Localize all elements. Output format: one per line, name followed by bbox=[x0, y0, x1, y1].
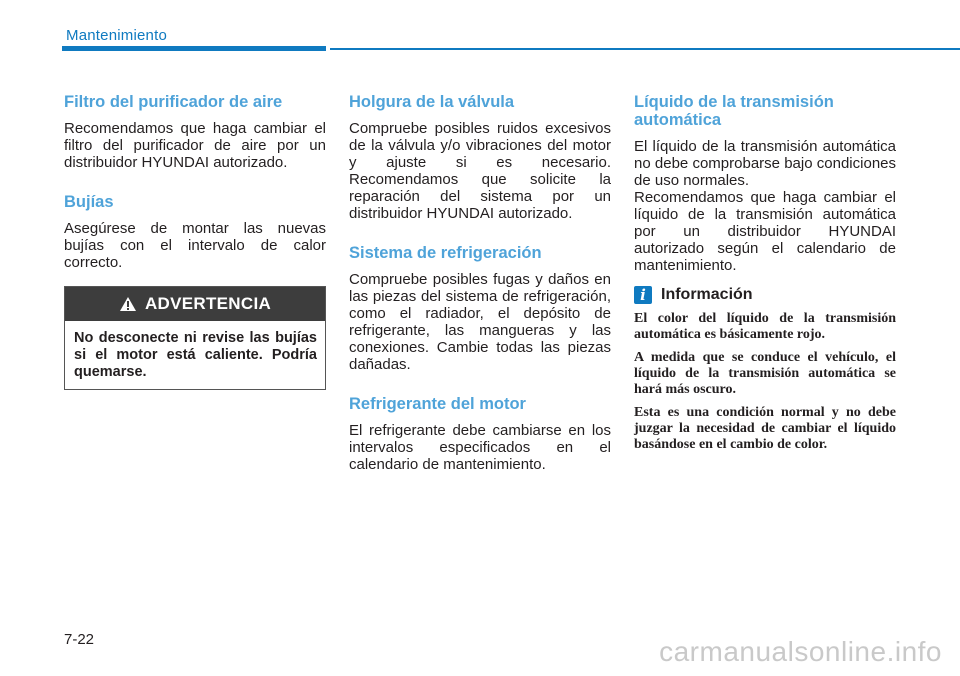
section-title: Mantenimiento bbox=[66, 27, 167, 44]
header-rule-thin bbox=[330, 48, 960, 50]
info-icon: i bbox=[634, 286, 652, 304]
info-paragraph-2: A medida que se conduce el vehículo, el líquido de la transmisión automática se hará más oscuro. bbox=[634, 350, 896, 397]
info-section bbox=[634, 286, 896, 453]
bujias-text: Asegúrese de montar las nuevas bujías con el intervalo de calor correcto. bbox=[64, 220, 326, 271]
refrigerante-text: El refrigerante debe cambiarse en los intervalos especificados en el calendario de mantenimiento. bbox=[349, 422, 611, 473]
liquido-heading: Líquido de la transmisión automática bbox=[634, 93, 834, 129]
page-number: 7-22 bbox=[64, 631, 95, 648]
refrigerante-section bbox=[349, 395, 611, 473]
warning-text: No desconecte ni revise las bujías si el motor está caliente. Podría quemarse. bbox=[74, 330, 317, 380]
column-2 bbox=[349, 93, 611, 495]
refrigerante-heading: Refrigerante del motor bbox=[349, 395, 526, 413]
info-title: Información bbox=[661, 286, 753, 303]
liquido-text-2: Recomendamos que haga cambiar el líquido de la transmisión automática por un distribuidor HYUNDAI autorizado según el calendario de mantenimiento. bbox=[634, 189, 896, 274]
bujias-section bbox=[64, 193, 326, 271]
header-rule-thick bbox=[62, 46, 326, 51]
warning-triangle-icon bbox=[119, 296, 137, 312]
liquido-text-1: El líquido de la transmisión automática no debe comprobarse bajo condiciones de uso normales. bbox=[634, 138, 896, 189]
filtro-section bbox=[64, 93, 326, 171]
bujias-heading: Bujías bbox=[64, 193, 114, 211]
holgura-section bbox=[349, 93, 611, 222]
holgura-text: Compruebe posibles ruidos excesivos de la válvula y/o vibraciones del motor y ajuste si es necesario. Recomendamos que solicite la reparación del sistema por un distribuidor HYUNDAI autorizado. bbox=[349, 120, 611, 222]
refrigeracion-section bbox=[349, 244, 611, 373]
refrigeracion-heading: Sistema de refrigeración bbox=[349, 244, 542, 262]
info-paragraph-1: El color del líquido de la transmisión automática es básicamente rojo. bbox=[634, 311, 896, 342]
warning-header bbox=[65, 287, 325, 321]
filtro-text: Recomendamos que haga cambiar el filtro del purificador de aire por un distribuidor HYUNDAI autorizado. bbox=[64, 120, 326, 171]
column-3 bbox=[634, 93, 896, 460]
warning-label: ADVERTENCIA bbox=[144, 294, 272, 313]
liquido-section bbox=[634, 93, 896, 274]
filtro-heading: Filtro del purificador de aire bbox=[64, 93, 283, 111]
info-header bbox=[634, 286, 896, 304]
watermark: carmanualsonline.info bbox=[659, 636, 942, 667]
column-1 bbox=[64, 93, 326, 293]
warning-box bbox=[64, 286, 326, 390]
refrigeracion-text: Compruebe posibles fugas y daños en las piezas del sistema de refrigeración, como el radiador, el depósito de refrigerante, las mangueras y las conexiones. Cambie todas las piezas dañadas. bbox=[349, 271, 611, 373]
holgura-heading: Holgura de la válvula bbox=[349, 93, 515, 111]
info-paragraph-3: Esta es una condición normal y no debe juzgar la necesidad de cambiar el líquido basándose en el cambio de color. bbox=[634, 405, 896, 452]
